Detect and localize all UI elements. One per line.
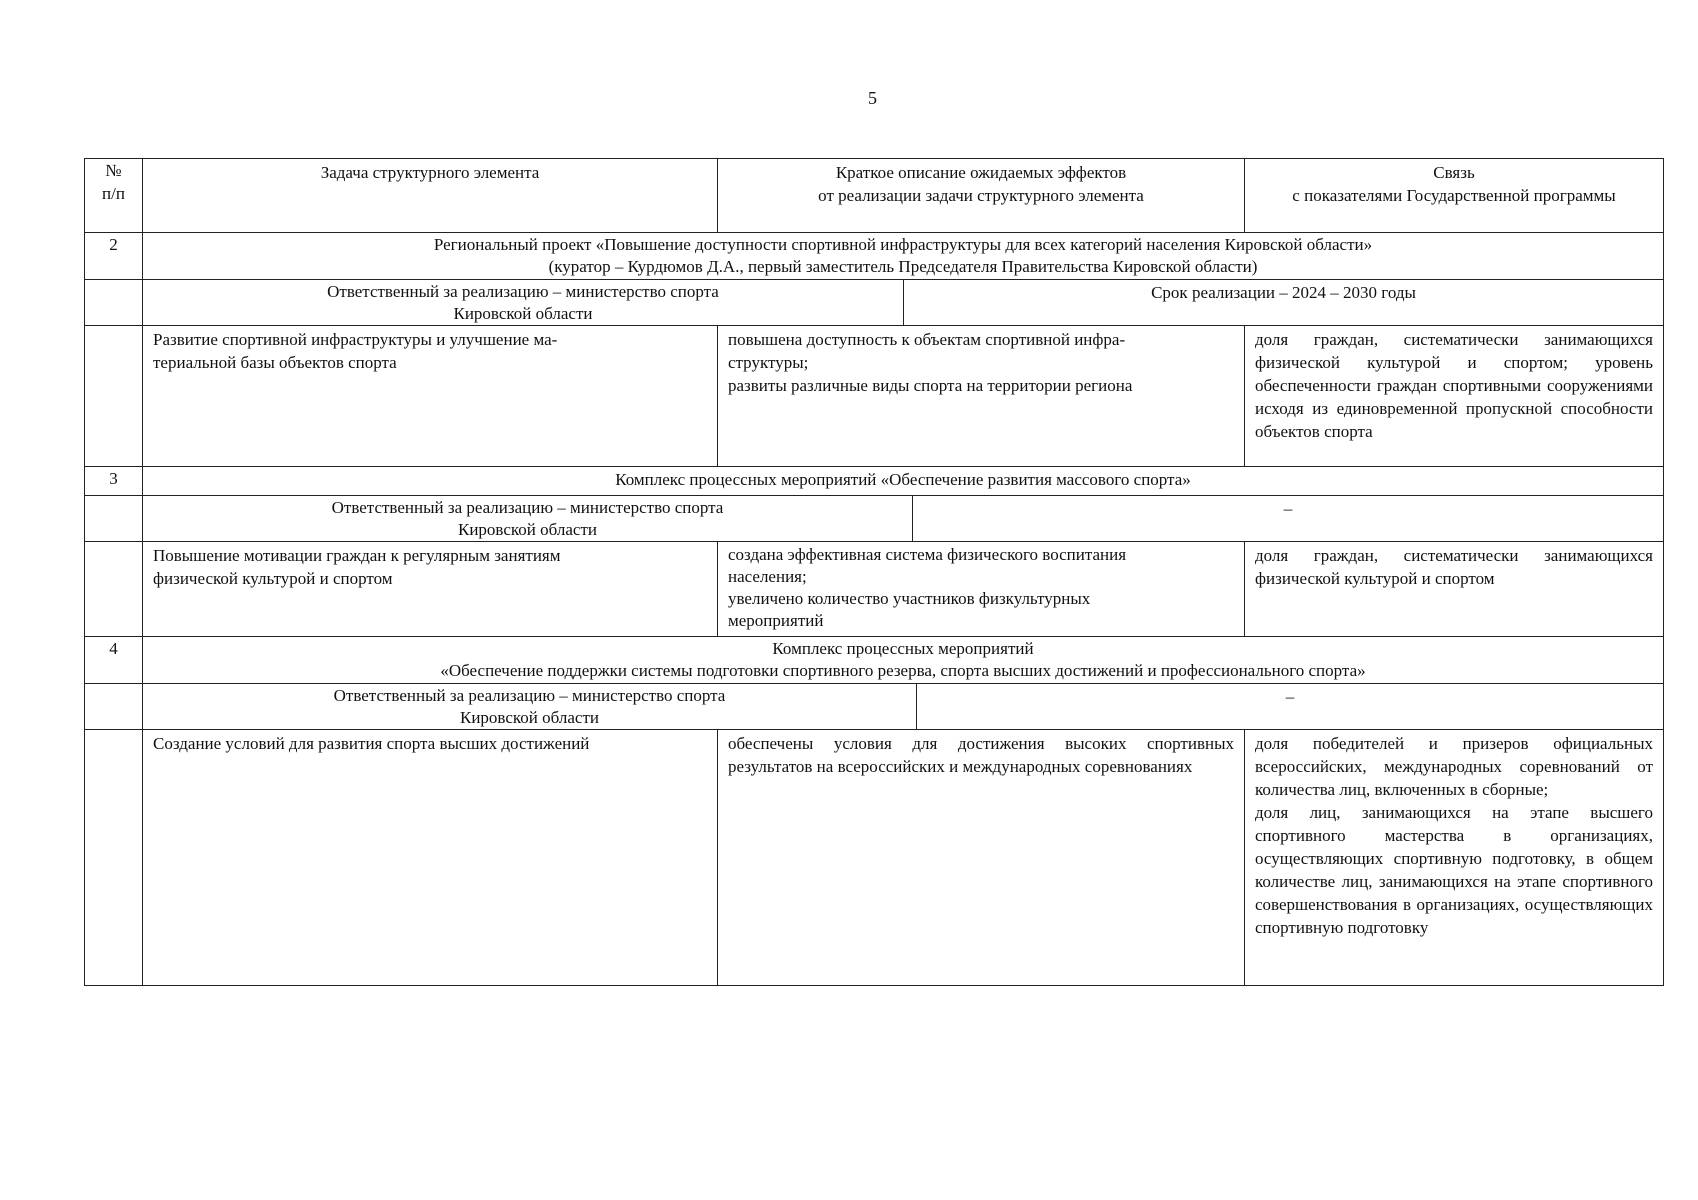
document-table-container	[84, 158, 1664, 986]
section-title: Региональный проект «Повышение доступности спортивной инфраструктуры для всех категорий населения Кировской области» (куратор – Курдюмов Д.А., первый заместитель Председателя Правительства Кировской области)	[142, 233, 1663, 279]
term-cell: –	[916, 684, 1663, 729]
table-header-row	[85, 159, 1663, 233]
empty-num-cell	[85, 684, 142, 729]
task-cell: Развитие спортивной инфраструктуры и улучшение ма- териальной базы объектов спорта	[142, 326, 717, 466]
empty-num-cell	[85, 542, 142, 636]
empty-num-cell	[85, 280, 142, 325]
header-effects: Краткое описание ожидаемых эффектов от реализации задачи структурного элемента	[717, 159, 1244, 232]
task-cell: Повышение мотивации граждан к регулярным занятиям физической культурой и спортом	[142, 542, 717, 636]
empty-num-cell	[85, 326, 142, 466]
section-title-row	[85, 467, 1663, 496]
section-number: 3	[109, 469, 118, 488]
indicator-link-cell: доля граждан, систематически занимающихся физической культурой и спортом; уровень обеспеченности граждан спортивными сооружениями исходя из единовременной пропускной способности объектов спорта	[1244, 326, 1663, 466]
term-cell: Срок реализации – 2024 – 2030 годы	[903, 280, 1663, 325]
responsible-cell: Ответственный за реализацию – министерство спорта Кировской области	[142, 496, 912, 541]
responsible-row	[85, 496, 1663, 542]
empty-num-cell	[85, 730, 142, 985]
section-number: 4	[109, 639, 118, 658]
page-number: 5	[868, 88, 877, 108]
indicator-link-cell: доля граждан, систематически занимающихся физической культурой и спортом	[1244, 542, 1663, 636]
effects-cell: повышена доступность к объектам спортивной инфра- структуры; развиты различные виды спорта на территории региона	[717, 326, 1244, 466]
header-task: Задача структурного элемента	[142, 159, 717, 232]
term-cell: –	[912, 496, 1663, 541]
responsible-cell: Ответственный за реализацию – министерство спорта Кировской области	[142, 280, 903, 325]
task-cell: Создание условий для развития спорта высших достижений	[142, 730, 717, 985]
responsible-row	[85, 684, 1663, 730]
effects-cell: обеспечены условия для достижения высоких спортивных результатов на всероссийских и международных соревнованиях	[717, 730, 1244, 985]
responsible-row	[85, 280, 1663, 326]
task-row	[85, 730, 1663, 985]
header-num: № п/п	[102, 161, 125, 203]
section-title-row	[85, 637, 1663, 684]
results-table	[84, 158, 1664, 986]
header-link: Связь с показателями Государственной программы	[1244, 159, 1663, 232]
effects-cell: создана эффективная система физического воспитания населения; увеличено количество участников физкультурных мероприятий	[717, 542, 1244, 636]
section-title-row	[85, 233, 1663, 280]
task-row	[85, 326, 1663, 467]
section-title: Комплекс процессных мероприятий «Обеспечение поддержки системы подготовки спортивного резерва, спорта высших достижений и профессионального спорта»	[142, 637, 1663, 683]
empty-num-cell	[85, 496, 142, 541]
section-title: Комплекс процессных мероприятий «Обеспечение развития массового спорта»	[142, 467, 1663, 495]
indicator-link-cell: доля победителей и призеров официальных всероссийских, международных соревнований от количества лиц, включенных в сборные; доля лиц, занимающихся на этапе высшего спортивного мастерства в организациях, осуществляющих спортивную подготовку, в общем количестве лиц, занимающихся на этапе спортивного совершенствования в организациях, осуществляющих спортивную подготовку	[1244, 730, 1663, 985]
section-number: 2	[109, 235, 118, 254]
responsible-cell: Ответственный за реализацию – министерство спорта Кировской области	[142, 684, 916, 729]
task-row	[85, 542, 1663, 637]
